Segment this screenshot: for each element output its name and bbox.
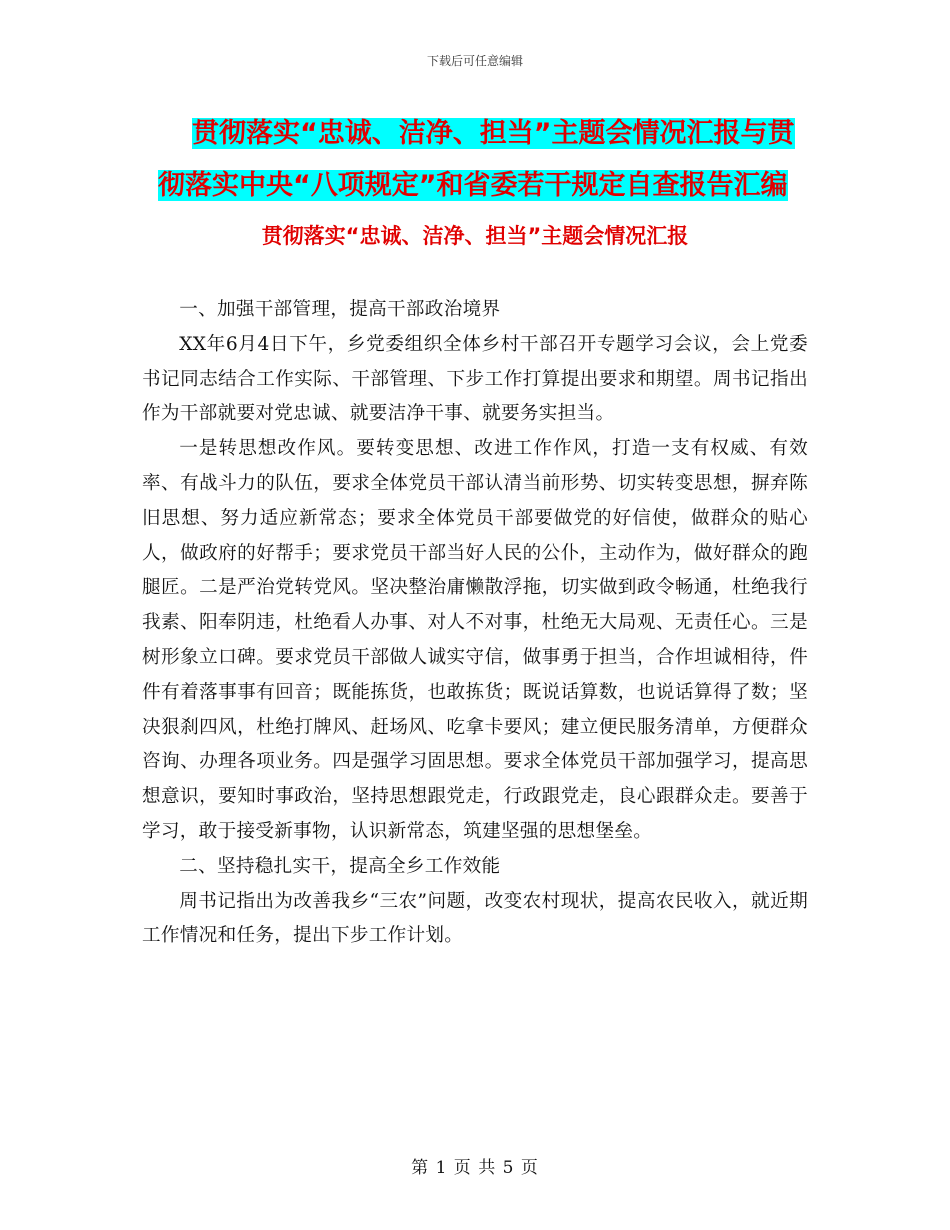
- paragraph: 周书记指出为改善我乡“三农”问题，改变农村现状，提高农民收入，就近期工作情况和任务，提出下步工作计划。: [142, 890, 808, 947]
- document-title-line-1: 贯彻落实“忠诚、洁净、担当”主题会情况汇报与贯: [192, 118, 795, 149]
- paragraph: XX年6月4日下午，乡党委组织全体乡村干部召开专题学习会议，会上党委书记同志结合工作实际、干部管理、下步工作打算提出要求和期望。周书记指出作为干部就要对党忠诚、就要洁净干事、就要务实担当。: [142, 333, 808, 425]
- paragraph: 一是转思想改作风。要转变思想、改进工作作风，打造一支有权威、有效率、有战斗力的队伍，要求全体党员干部认清当前形势、切实转变思想，摒弃陈旧思想、努力适应新常态；要求全体党员干部要做党的好信使，做群众的贴心人，做政府的好帮手；要求党员干部当好人民的公仆，主动作为，做好群众的跑腿匠。二是严治党转党风。坚决整治庸懒散浮拖，切实做到政令畅通，杜绝我行我素、阳奉阴违，杜绝看人办事、对人不对事，杜绝无大局观、无责任心。三是树形象立口碑。要求党员干部做人诚实守信，做事勇于担当，合作坦诚相待，件件有着落事事有回音；既能拣货，也敢拣货；既说话算数，也说话算得了数；坚决狠刹四风，杜绝打牌风、赶场风、吃拿卡要风；建立便民服务清单，方便群众咨询、办理各项业务。四是强学习固思想。要求全体党员干部加强学习，提高思想意识，要知时事政治，坚持思想跟党走，行政跟党走，良心跟群众走。要善于学习，敢于接受新事物，认识新常态，筑建坚强的思想堡垒。: [142, 438, 808, 842]
- page-footer: 第 1 页 共 5 页: [411, 1158, 539, 1178]
- paragraph-heading-1: 一、加强干部管理，提高干部政治境界: [179, 299, 501, 320]
- section-title: 贯彻落实“忠诚、洁净、担当”主题会情况汇报: [261, 224, 689, 248]
- document-title-line-2: 彻落实中央“八项规定”和省委若干规定自查报告汇编: [158, 170, 788, 201]
- paragraph-heading-2: 二、坚持稳扎实干，提高全乡工作效能: [179, 855, 501, 877]
- header-note: 下载后可任意编辑: [426, 54, 523, 68]
- document-body: [142, 293, 808, 954]
- document-title: [140, 108, 820, 212]
